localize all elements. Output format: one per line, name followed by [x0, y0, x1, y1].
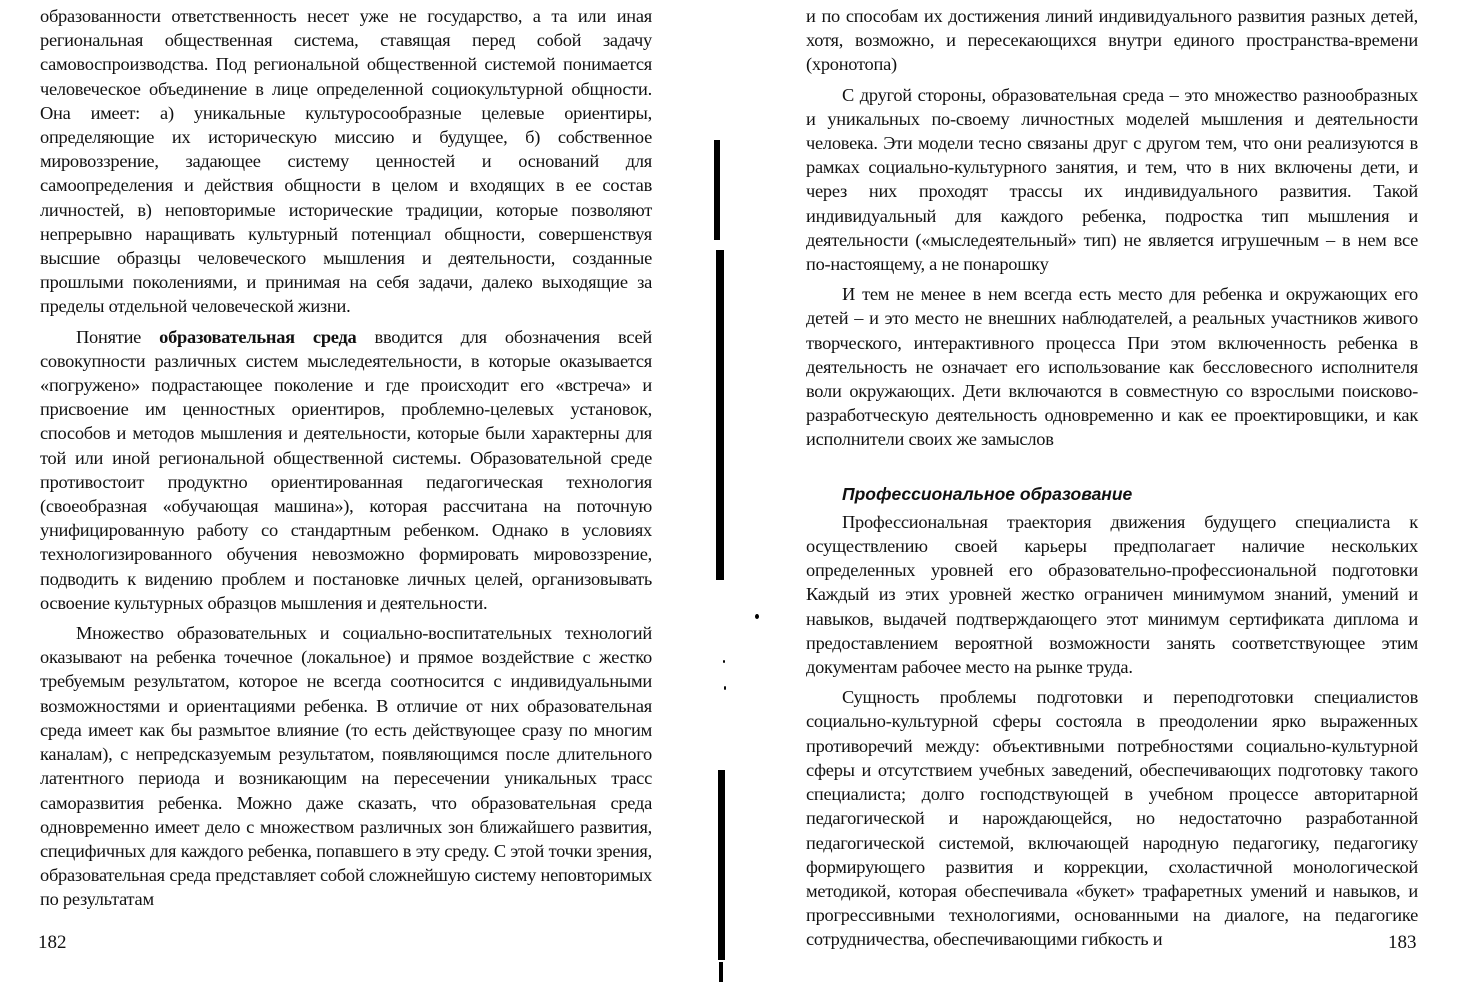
left-paragraph-2	[40, 325, 652, 615]
right-paragraph-4: Профессиональная траектория движения будущего специалиста к осуществлению своей карьеры предполагает наличие нескольких определенных уровней его образовательно-профессиональной подготовки Каждый из этих уровней жестко ограничен минимумом знаний, умений и навыков, выдачей подтверждающего этот минимум сертификата диплома и предоставлением вероятной возможности занять соответствующее этим документам рабочее место на рынке труда.	[806, 511, 1418, 678]
left-paragraph-2-lead: Понятие	[76, 326, 160, 347]
left-paragraph-2-rest: вводится для обозначения всей совокупности различных систем мыследеятельности, в которые оказывается «погружено» подрастающее поколение и где происходит его «встреча» и присвоение им ценностных ориентиров, проблемно-целевых установок, способов и методов мышления и деятельности, которые были характерны для той или иной региональной общественной системы. Образовательной среде противостоит продуктно ориентированная педагогическая технология (своеобразная «обучающая машина»), которая рассчитана на поточную унифицированную работу со стандартным ребенком. Однако в условиях технологизированного обучения невозможно формировать мировоззрение, подводить к видению проблем и постановке личных целей, организовывать освоение культурных образцов мышления и деятельности.	[40, 326, 653, 613]
term-educational-environment: образовательная среда	[159, 326, 357, 347]
right-paragraph-3: И тем не менее в нем всегда есть место для ребенка и окружающих его детей – и это место не внешних наблюдателей, а реальных участников живого творческого, интерактивного процесса При этом включенность ребенка в деятельность не означает его использование как бессловесного исполнителя воли окружающих. Дети включаются в совместную со взрослыми поисково-разработческую деятельность одновременно и как ее проектировщики, и как исполнители своих же замыслов	[806, 284, 1418, 450]
book-gutter-shadow	[706, 130, 730, 981]
right-paragraph-1: и по способам их достижения линий индивидуального развития разных детей, хотя, возможно, и пересекающихся внутри единого пространства-времени (хронотопа)	[806, 6, 1418, 75]
page-number-right: 183	[1388, 932, 1417, 953]
scan-speck	[755, 614, 759, 619]
right-paragraph-2: С другой стороны, образовательная среда – это множество разнообразных и уникальных по-своему личностных моделей мышления и деятельности человека. Эти модели тесно связаны друг с другом тем, что они реализуются в рамках социально-культурного занятия, и тем, что в них включены дети, и через них проходят трассы их индивидуального развития. Такой индивидуальный для каждого ребенка, подростка тип мышления и деятельности («мыследеятельный» тип) не является игрушечным – в нем все по-настоящему, а не понарошку	[806, 84, 1418, 275]
right-page	[806, 4, 1418, 961]
gutter-mark	[714, 140, 720, 240]
right-paragraph-5: Сущность проблемы подготовки и переподготовки специалистов социально-культурной сферы состояла в преодолении ярко выраженных противоречий между: объективными потребностями социально-культурной сферы и отсутствием учебных заведений, обеспечивающих подготовку такого специалиста; долго господствующей в учебном процессе авторитарной педагогической и нарождающейся, но недостаточно разработанной педагогической системой, включающей народную педагогику, педагогику формирующего развития и коррекции, схоластичной монологической методикой, которая обеспечивала «букет» трафаретных умений и навыков, и прогрессивными технологиями, основанными на диалоге, на педагогике сотрудничества, обеспечивающими гибкость и	[806, 687, 1418, 950]
gutter-mark	[716, 250, 724, 580]
left-paragraph-1: образованности ответственность несет уже не государство, а та или иная региональная общественная система, ставящая перед собой задачу самовоспроизводства. Под региональной общественной системой понимается человеческое объединение в лице определенной социокультурной общности. Она имеет: а) уникальные культуросообразные целевые ориентиры, определяющие их историческую миссию и будущее, б) собственное мировоззрение, задающее систему ценностей и оснований для самоопределения и действия общности в целом и входящих в ее состав личностей, в) неповторимые исторические традиции, которые позволяют непрерывно наращивать культурный потенциал общности, совершенствуя высшие образцы человеческого мышления и деятельности, созданные прошлыми поколениями, и принимая на себя задачи, далеко выходящие за пределы отдельной человеческой жизни.	[40, 6, 652, 317]
gutter-mark	[719, 962, 723, 982]
left-paragraph-3: Множество образовательных и социально-воспитательных технологий оказывают на ребенка точечное (локальное) и прямое воздействие с жестко требуемым результатом, которое не всегда соотносится с индивидуальными возможностями и ориентациями ребенка. В отличие от них образовательная среда имеет как бы размытое влияние (то есть действующее сразу по многим каналам), с непредсказуемым результатом, появляющимся после длительного латентного периода и возникающим на пересечении уникальных трасс саморазвития ребенка. Можно даже сказать, что образовательная среда одновременно имеет дело с множеством различных зон ближайшего развития, специфичных для каждого ребенка, попавшего в эту среду. С этой точки зрения, образовательная среда представляет собой сложнейшую систему неповторимых по результатам	[40, 623, 652, 910]
scan-speck	[724, 686, 726, 690]
page-number-left: 182	[38, 932, 67, 953]
gutter-mark	[718, 770, 725, 960]
section-heading: Профессиональное образование	[842, 483, 1133, 504]
scan-speck	[723, 660, 725, 663]
left-page	[40, 4, 652, 921]
